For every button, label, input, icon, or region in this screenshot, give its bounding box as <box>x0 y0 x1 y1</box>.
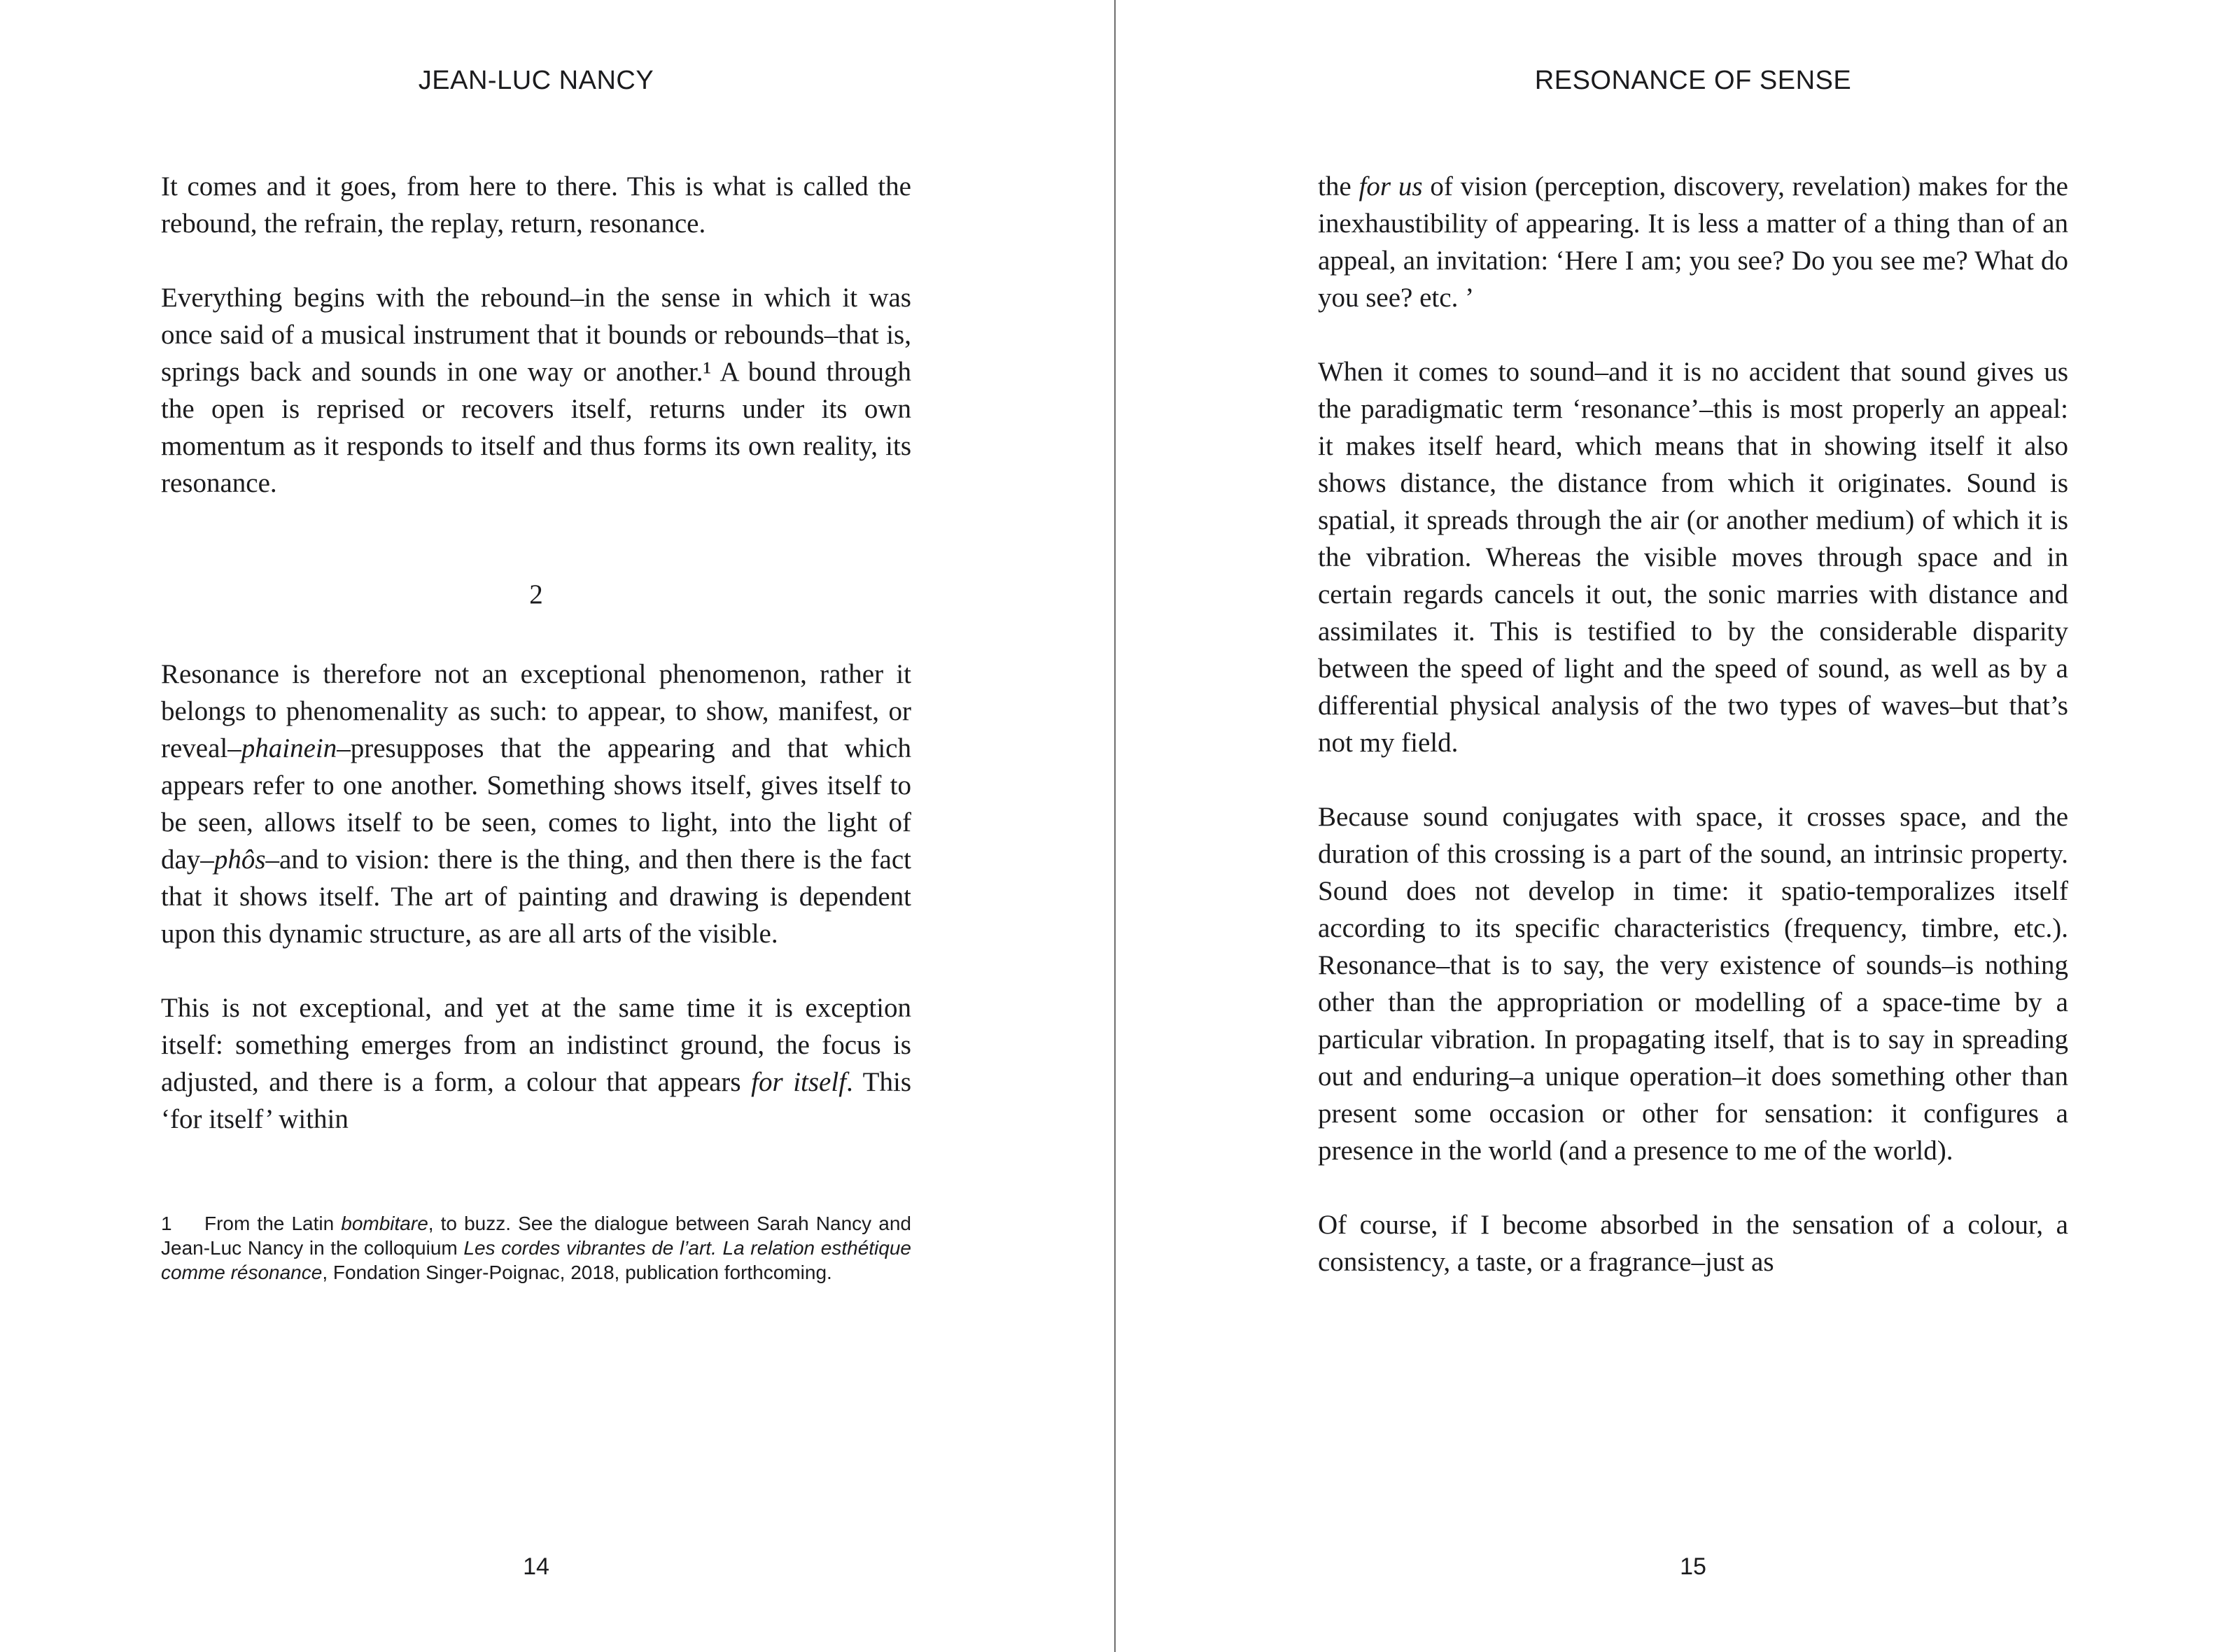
page-divider <box>1114 0 1116 1652</box>
footnote-marker: 1 <box>161 1213 172 1234</box>
section-number: 2 <box>529 579 543 609</box>
paragraph: Of course, if I become absorbed in the sensation of a colour, a consistency, a taste, or a fragrance–just as <box>1318 1210 2068 1277</box>
paragraph: Everything begins with the rebound–in the sense in which it was once said of a musical instrument that it bounds or rebounds–that is, springs back and sounds in one way or another.¹ A bound through the open is reprised or recovers itself, returns under its own momentum as it responds to itself and thus forms its own reality, its resonance. <box>161 283 911 498</box>
page-left-body <box>161 168 911 1285</box>
paragraph: Resonance is therefore not an exceptional phenomenon, rather it belongs to phenomenality as such: to appear, to show, manifest, or reveal–phainein–presupposes that the appearing and that which appears refer to one another. Something shows itself, gives itself to be seen, allows itself to be seen, comes to light, into the light of day–phôs–and to vision: there is the thing, and then there is the fact that it shows itself. The art of painting and drawing is dependent upon this dynamic structure, as are all arts of the visible. <box>161 659 911 949</box>
paragraph: the for us of vision (perception, discovery, revelation) makes for the inexhaustibility of appearing. It is less a matter of a thing than of an appeal, an invitation: ‘Here I am; you see? Do you see me? What do you see? etc. ’ <box>1318 171 2068 313</box>
paragraph: Because sound conjugates with space, it crosses space, and the duration of this crossing is a part of the sound, an intrinsic property. Sound does not develop in time: it spatio-temporalizes itself according to its specific characteristics (frequency, timbre, etc.). Resonance–that is to say, the very existence of sounds–is nothing other than the appropriation or modelling of a space-time by a particular vibration. In propagating itself, that is to say in spreading out and enduring–a unique operation–it does something other than present some occasion or other for sensation: it configures a presence in the world (and a presence to me of the world). <box>1318 802 2068 1166</box>
page-right-body <box>1318 168 2068 1280</box>
page-left <box>161 0 911 1652</box>
paragraph: When it comes to sound–and it is no accident that sound gives us the paradigmatic term ‘resonance’–this is most properly an appeal: it makes itself heard, which means that in showing itself it also shows distance, the distance from which it originates. Sound is spatial, it spreads through the air (or another medium) of which it is the vibration. Whereas the visible moves through space and in certain regards cancels it out, the sonic marries with distance and assimilates it. This is testified to by the considerable disparity between the speed of light and the speed of sound, as well as by a differential physical analysis of the two types of waves–but that’s not my field. <box>1318 357 2068 758</box>
page-number-right: 15 <box>1680 1553 1706 1580</box>
running-head-left: JEAN-LUC NANCY <box>418 66 654 95</box>
page-right <box>1318 0 2068 1652</box>
footnote <box>161 1211 911 1285</box>
page-number-left: 14 <box>523 1553 549 1580</box>
paragraph: This is not exceptional, and yet at the same time it is exception itself: something emerges from an indistinct ground, the focus is adjusted, and there is a form, a colour that appears for itself. This ‘for itself’ within <box>161 993 912 1134</box>
paragraph: It comes and it goes, from here to there. This is what is called the rebound, the refrain, the replay, return, resonance. <box>161 171 911 239</box>
footnote-text: From the Latin bombitare, to buzz. See the dialogue between Sarah Nancy and Jean-Luc Nancy in the colloquium Les cordes vibrantes de l’art. La relation esthétique comme résonance, Fondation Singer-Poignac, 2018, publication forthcoming. <box>161 1213 911 1283</box>
running-head-right: RESONANCE OF SENSE <box>1534 66 1852 95</box>
